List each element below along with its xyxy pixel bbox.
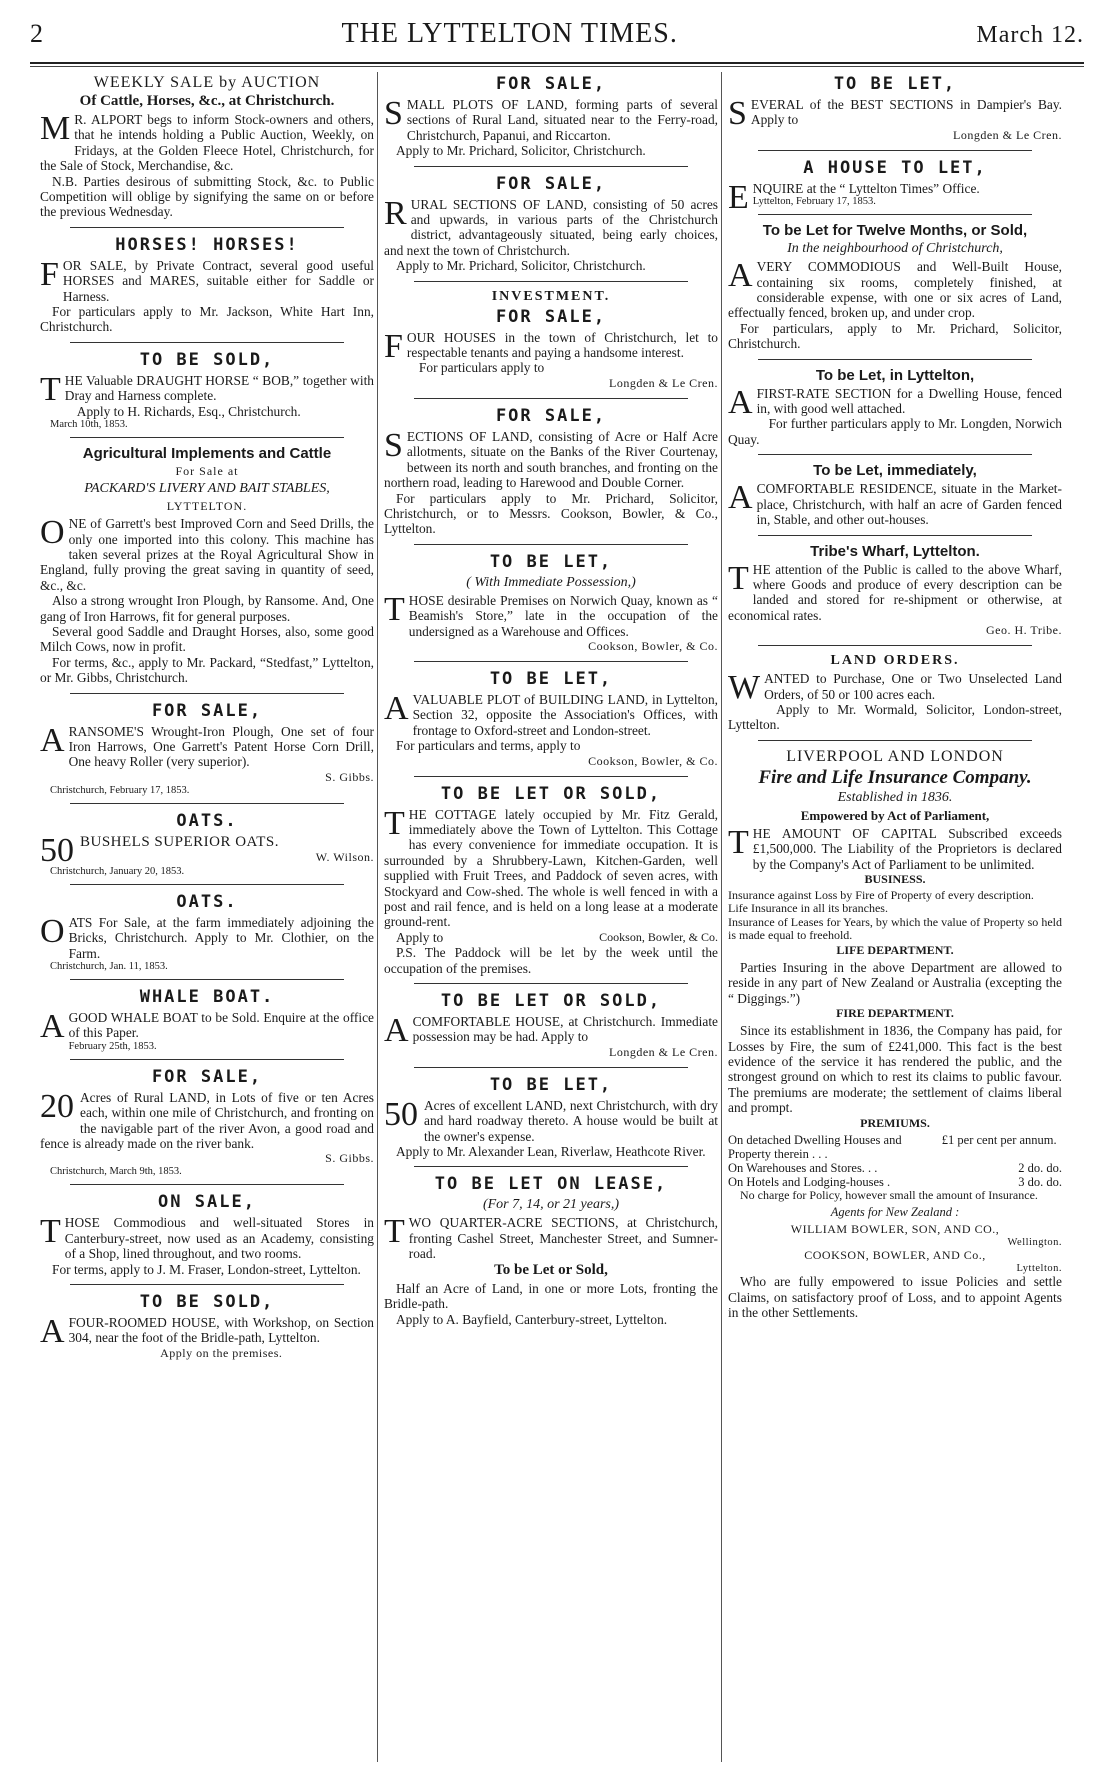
ad-heading: TO BE SOLD, [139,1292,275,1313]
ad-heading: TO BE LET OR SOLD, [440,991,662,1012]
ad-heading: TO BE LET OR SOLD, [440,783,662,804]
ad-body: RANSOME'S Wrought-Iron Plough, One set of four Iron Harrows, One Garrett's Patent Horse Corn Drill, One heavy Roller (very superior). [68,723,374,770]
drop-cap: T [40,1213,61,1251]
ad-insurance [728,748,1062,1321]
ad-divider [70,979,344,980]
masthead-rule-thin [30,66,1084,67]
ad-premises-norwich [384,552,718,654]
ad-contact: Apply to A. Bayfield, Canterbury-street, Lyttelton. [396,1311,668,1327]
ad-body: COMFORTABLE HOUSE, at Christchurch. Immediate possession may be had. Apply to [412,1014,718,1045]
drop-cap: W [728,669,761,707]
ad-contact: For terms, apply to J. M. Fraser, London-street, Lyttelton. [52,1261,361,1277]
ad-comfortable-house [384,991,718,1060]
ad-heading: To be Let for Twelve Months, or Sold, [762,222,1028,240]
ad-venue: PACKARD'S LIVERY AND BAIT STABLES, [84,481,330,497]
premium-row [728,1133,1062,1161]
ad-contact: Apply to H. Richards, Esq., Christchurch. [76,403,301,419]
drop-cap: A [728,257,753,295]
ad-heading: FOR SALE, [151,1066,263,1087]
ad-divider [758,454,1032,455]
ad-divider [414,1067,688,1068]
ad-contact: For particulars apply to Mr. Prichard, Solicitor, Christchurch, or to Messrs. Cookson, Bowler, & Co., Lyttelton. [384,490,718,537]
ad-body: OR SALE, by Private Contract, several good useful HORSES and MARES, suitable either for Saddle or Harness. [62,257,374,304]
ad-heading: LAND ORDERS. [830,653,960,669]
drop-cap: O [40,912,65,950]
ad-sections-courtenay [384,406,718,537]
drop-cap: A [728,479,753,517]
ad-body: NQUIRE at the “ Lyttelton Times” Office. [752,180,980,196]
ad-residence [728,462,1062,527]
ad-body: GOOD WHALE BOAT to be Sold. Enquire at the office of this Paper. [68,1010,374,1041]
ad-body: VERY COMMODIOUS and Well-Built House, containing six rooms, completely finished, at considerable expense, with one or six acres of Land, effectually fenced, broken up, and under crop. [728,259,1062,321]
drop-cap: A [40,1008,65,1045]
premium-label: On detached Dwelling Houses and Property therein . . . [728,1132,902,1161]
drop-cap: A [40,1313,65,1351]
ad-heading: TO BE LET, [489,668,613,689]
page-number: 2 [30,19,43,48]
drop-cap: S [728,95,747,132]
ad-subheading: (For 7, 14, or 21 years,) [482,1197,620,1213]
ad-date: February 25th, 1853. [68,1040,157,1052]
masthead-rule [30,62,1084,64]
ad-date: Christchurch, Jan. 11, 1853. [50,961,168,972]
ad-signature: W. Wilson. [315,850,374,865]
agents-heading: Agents for New Zealand : [830,1205,960,1220]
drop-cap: R [384,194,407,232]
empowered: Empowered by Act of Parliament, [800,807,990,823]
drop-cap: A [384,689,409,727]
ad-body: Acres of excellent LAND, next Christchurch, with dry and hard roadway thereto. A house would be built at the owner's expense. [424,1097,718,1144]
ad-four-roomed-house [40,1292,374,1361]
ad-dampiers-bay [728,74,1062,143]
ad-contact: Apply to Mr. Prichard, Solicitor, Christchurch. [396,258,646,274]
ad-divider [414,776,688,777]
ad-body: ANTED to Purchase, One or Two Unselected Land Orders, of 50 or 100 acres each. [764,671,1062,702]
ad-divider [758,535,1032,536]
ad-body: Acres of Rural LAND, in Lots of five or ten Acres each, within one mile of Christchurch, and fronting on the navigable part of the river Avon, a good road and fence is already made on the river bank. [40,1089,374,1152]
ad-ransome-plough [40,701,374,796]
ad-contact: Apply on the premises. [160,1345,283,1360]
big-number: 20 [40,1087,74,1125]
ad-heading: A HOUSE TO LET, [803,157,987,178]
ad-subheading: For Sale at [175,464,239,479]
big-number: 50 [40,831,74,869]
ad-heading: FOR SALE, [151,700,263,721]
agent-place: Wellington. [1007,1237,1062,1249]
drop-cap: A [384,1012,409,1050]
ad-divider [414,166,688,167]
ad-rural-land [40,1067,374,1178]
ad-heading: FOR SALE, [495,173,607,194]
drop-cap: A [728,383,753,421]
ad-heading: TO BE LET ON LEASE, [434,1174,668,1195]
column-2 [384,72,718,1762]
ad-subheading: In the neighbourhood of Christchurch, [787,241,1003,257]
ad-heading: FOR SALE, [495,74,607,94]
ad-house-to-let [728,157,1062,216]
ad-paragraph: Several good Saddle and Draught Horses, also, some good Milch Cows, now in profit. [40,623,374,655]
ad-signature: S. Gibbs. [325,1151,374,1166]
ad-divider [758,214,1032,215]
ad-body: WO QUARTER-ACRE SECTIONS, at Christchurch, fronting Cashel Street, Manchester Street, and Sumner-road. [408,1215,718,1262]
ad-divider [414,281,688,282]
ad-divider [70,342,344,343]
final-text: Who are fully empowered to issue Policies and settle Claims, on satisfactory proof of Loss, and to appoint Agents in the other Settlements. [728,1274,1062,1320]
established: Established in 1836. [837,789,953,805]
ad-heading: FOR SALE, [495,405,607,426]
ad-weekly-sale [40,74,374,220]
drop-cap: F [40,255,59,293]
life-text: Parties Insuring in the above Department are allowed to reside in any part of New Zealand or Australia (excepting the “ Diggings.”) [728,959,1062,1006]
ad-signature: Geo. H. Tribe. [985,623,1062,638]
ad-horses [40,235,374,335]
ad-twelve-months [728,222,1062,351]
ad-divider [414,398,688,399]
ad-signature: S. Gibbs. [325,769,374,784]
issue-date: March 12. [976,22,1084,48]
drop-cap: O [40,514,65,552]
ad-divider [70,227,344,228]
ad-heading: Tribe's Wharf, Lyttelton. [810,542,980,560]
ad-signature: Longden & Le Cren. [609,1044,718,1059]
ad-investment [384,289,718,391]
drop-cap: T [384,804,405,842]
premium-note: No charge for Policy, however small the amount of Insurance. [740,1187,1038,1202]
ad-note: N.B. Parties desirous of submitting Stock, &c. to Public Competition will oblige by signifying the same on or before the previous Wednesday. [40,173,374,220]
ad-date: Lyttelton, February 17, 1853. [752,196,876,208]
premiums-table [728,1133,1062,1189]
company-name: Fire and Life Insurance Company. [758,766,1032,788]
ad-cottage [384,784,718,976]
section-heading: LIFE DEPARTMENT. [836,942,954,957]
ad-body: URAL SECTIONS OF LAND, consisting of 50 acres and upwards, in various parts of the Christchurch district, advantageously situated, being early choices, and next the town of Christchurch. [384,196,718,258]
ad-heading: To be Let, in Lyttelton, [815,366,975,384]
column-1 [40,72,374,1762]
ad-subheading: ( With Immediate Possession,) [466,574,636,590]
ad-divider [70,437,344,438]
ad-heading: LIVERPOOL AND LONDON [786,747,1004,765]
ad-contact: For particulars apply to Mr. Jackson, White Hart Inn, Christchurch. [40,304,374,335]
ad-contact: Apply to [396,929,444,945]
ad-oats-farm [40,892,374,972]
ad-contact: Apply to Mr. Alexander Lean, Riverlaw, Heathcote River. [396,1144,706,1160]
ad-agricultural [40,445,374,685]
drop-cap: S [384,95,403,132]
masthead [30,18,1084,56]
ad-contact: For particulars, apply to Mr. Prichard, Solicitor, Christchurch. [728,320,1062,352]
ad-contact: Apply to Mr. Wormald, Solicitor, London-street, Lyttelton. [728,701,1062,733]
ad-divider [70,693,344,694]
ad-subheading: FOR SALE, [495,306,607,327]
ad-postscript: P.S. The Paddock will be let by the week until the occupation of the premises. [384,945,718,976]
ad-divider [70,884,344,885]
ad-contact: For further particulars apply to Mr. Longden, Norwich Quay. [728,416,1062,447]
ad-divider [414,983,688,984]
agent-name: WILLIAM BOWLER, SON, AND CO., [790,1222,1000,1237]
premium-row [728,1175,1062,1189]
drop-cap: T [728,559,749,597]
ad-body: ECTIONS OF LAND, consisting of Acre or Half Acre allotments, situate on the Banks of the River Courtenay, between its north and south branches, and fronting on the northern road, leading to Harewood and Double Corner. [384,428,718,491]
ad-subheading: To be Let or Sold, [494,1261,608,1278]
ad-contact: For particulars apply to [418,360,545,376]
ad-small-plots [384,74,718,159]
section-heading: FIRE DEPARTMENT. [836,1006,954,1021]
ad-divider [70,1059,344,1060]
newspaper-title: THE LYTTELTON TIMES. [341,18,678,49]
fire-text: Since its establishment in 1836, the Company has paid, for Losses by Fire, the sum of £241,000. This fact is the best evidence of the service it has rendered the public, and the strongest ground on which to rest its claims to public favour. The premiums are moderate; the settlement of claims liberal and prompt. [728,1023,1062,1116]
column-divider [377,72,378,1762]
premium-rate: 2 do. do. [1018,1160,1062,1175]
ad-body: HE attention of the Public is called to the above Wharf, where Goods and produce of every description can be landed and stored for re-shipment or otherwise, at economical rates. [728,561,1062,623]
ad-body: NE of Garrett's best Improved Corn and Seed Drills, the only one imported into this colony. This machine has taken several prizes at the Royal Agricultural Show in England, fully proving the great saving in quantity of seed, &c., &c. [40,516,374,593]
ad-contact: Apply to Mr. Prichard, Solicitor, Christchurch. [396,143,646,159]
drop-cap: T [384,590,405,628]
drop-cap: A [40,721,65,759]
ad-divider [414,1166,688,1167]
ad-date: Christchurch, January 20, 1853. [50,865,185,877]
business-item: Insurance of Leases for Years, by which the value of Property so held is made equal to freehold. [728,914,1062,943]
ad-body: EVERAL of the BEST SECTIONS in Dampier's Bay. Apply to [750,97,1062,128]
ad-body: OUR HOUSES in the town of Christchurch, let to respectable tenants and paying a handsome interest. [406,329,718,361]
ad-heading: HORSES! HORSES! [115,234,299,255]
ad-divider [758,359,1032,360]
ad-signature: Cookson, Bowler, & Co. [588,638,718,653]
column-divider [721,72,722,1762]
ad-subheading: Of Cattle, Horses, &c., at Christchurch. [79,93,335,109]
ad-heading: TO BE SOLD, [139,349,275,370]
ad-draught-horse [40,350,374,430]
agent-name: COOKSON, BOWLER, AND Co., [804,1248,986,1263]
premium-label: On Hotels and Lodging-houses . [728,1174,891,1189]
ad-divider [758,645,1032,646]
ad-heading: To be Let, immediately, [813,462,977,480]
agent-place: Lyttelton. [1016,1263,1062,1275]
ad-body: HE COTTAGE lately occupied by Mr. Fitz Gerald, immediately above the Town of Lyttelton. This Cottage has every convenience for immediate occupation. It is surrounded by a Shrubbery-Lawn, Kitchen-Garden, well supplied with Fruit Trees, and Paddock of seven acres, with Stockyard and Cow-shed. The whole is well fenced in with a post and rail fence, and is held on a long lease at a moderate ground-rent. [384,806,718,930]
ad-divider [758,740,1032,741]
drop-cap: M [40,110,71,147]
ad-divider [70,1184,344,1185]
premium-rate: £1 per cent per annum. [941,1132,1057,1147]
ad-signature: Cookson, Bowler, & Co. [588,753,718,768]
ad-building-land [384,669,718,769]
ad-signature: Cookson, Bowler, & Co. [599,929,718,944]
ad-divider [758,150,1032,151]
ad-land-orders [728,653,1062,733]
premium-label: On Warehouses and Stores. . . [728,1160,878,1175]
ad-body: FOUR-ROOMED HOUSE, with Workshop, on Section 304, near the foot of the Bridle-path, Lyttelton. [68,1315,374,1346]
ad-body: ATS For Sale, at the farm immediately adjoining the Bricks, Christchurch. Apply to Mr. Clothier, on the Farm. [68,914,374,961]
ad-first-rate-section [728,367,1062,448]
ad-heading: TO BE LET, [833,74,957,94]
ad-body: BUSHELS SUPERIOR OATS. [80,833,279,850]
ad-rural-sections [384,174,718,274]
ad-divider [70,1284,344,1285]
section-heading: PREMIUMS. [860,1115,930,1130]
ad-date: Christchurch, February 17, 1853. [50,784,190,796]
ad-lease [384,1174,718,1326]
ad-paragraph: Also a strong wrought Iron Plough, by Ransome. And, One gang of Iron Harrows, fit for general purposes. [40,593,374,624]
ad-contact: For particulars and terms, apply to [396,738,581,754]
ad-signature: Longden & Le Cren. [953,127,1062,142]
ad-contact: For terms, &c., apply to Mr. Packard, “Stedfast,” Lyttelton, or Mr. Gibbs, Christchurch. [40,654,374,686]
ad-body: MALL PLOTS OF LAND, forming parts of several sections of Rural Land, situated near to the Ferry-road, Christchurch, Papanui, and Riccarton. [406,97,718,143]
ad-heading: TO BE LET, [489,551,613,572]
column-3 [728,72,1062,1762]
business-item: Life Insurance in all its branches. [728,901,888,916]
ad-heading: OATS. [176,810,238,831]
ad-body: R. ALPORT begs to inform Stock-owners and others, that he intends holding a Public Auction, Weekly, on Fridays, at the Golden Fleece Hotel, Christchurch, for the Sale of Stock, Merchandise, &c. [40,112,374,174]
ad-divider [414,544,688,545]
business-item: Insurance against Loss by Fire of Property of every description. [728,887,1034,902]
ad-body: HE Valuable DRAUGHT HORSE “ BOB,” together with Dray and Harness complete. [64,372,374,404]
ad-heading: OATS. [176,891,238,912]
ad-body: HE AMOUNT OF CAPITAL Subscribed exceeds £1,500,000. The Liability of the Proprietors is declared by the Company's Act of Parliament to be unlimited. [752,825,1062,872]
ad-signature: Longden & Le Cren. [609,375,718,390]
ad-body: HOSE desirable Premises on Norwich Quay, known as “ Beamish's Store,” late in the occupation of the undersigned as a Warehouse and Offices. [408,592,718,639]
big-number: 50 [384,1095,418,1133]
ad-body: FIRST-RATE SECTION for a Dwelling House, fenced in, with good well attached. [756,385,1062,417]
ad-date: Christchurch, March 9th, 1853. [50,1166,182,1178]
ad-date: March 10th, 1853. [50,419,128,431]
drop-cap: T [384,1213,405,1251]
ad-heading: WHALE BOAT. [139,987,275,1007]
ad-heading: TO BE LET, [489,1074,613,1095]
ad-whale-boat [40,987,374,1052]
drop-cap: F [384,327,403,365]
ad-heading: INVESTMENT. [491,288,611,304]
ad-heading: WEEKLY SALE by AUCTION [93,74,321,91]
drop-cap: T [728,823,749,861]
ad-divider [70,803,344,804]
ad-body: COMFORTABLE RESIDENCE, situate in the Market-place, Christchurch, with half an acre of Garden fenced in, Stable, and other out-houses. [756,481,1062,528]
ad-divider [414,661,688,662]
drop-cap: T [40,370,61,408]
premium-row [728,1161,1062,1175]
section-heading: BUSINESS. [864,871,926,886]
drop-cap: S [384,426,403,464]
ad-oats-bushels [40,811,374,877]
ad-heading: Agricultural Implements and Cattle [82,445,332,463]
ad-stores [40,1192,374,1277]
drop-cap: E [728,178,749,216]
ad-fifty-acres [384,1075,718,1160]
ad-body: VALUABLE PLOT of BUILDING LAND, in Lyttelton, Section 32, opposite the Association's Offices, with frontage to Oxford-street and London-street. [412,691,718,738]
premium-rate: 3 do. do. [1018,1174,1062,1189]
ad-paragraph: Half an Acre of Land, in one or more Lots, fronting the Bridle-path. [384,1280,718,1312]
ad-tribes-wharf [728,543,1062,639]
ad-body: HOSE Commodious and well-situated Stores in Canterbury-street, now used as an Academy, consisting of a Shop, lined throughout, and two rooms. [64,1215,374,1262]
ad-heading: ON SALE, [158,1192,256,1213]
ad-place: LYTTELTON. [166,499,248,514]
